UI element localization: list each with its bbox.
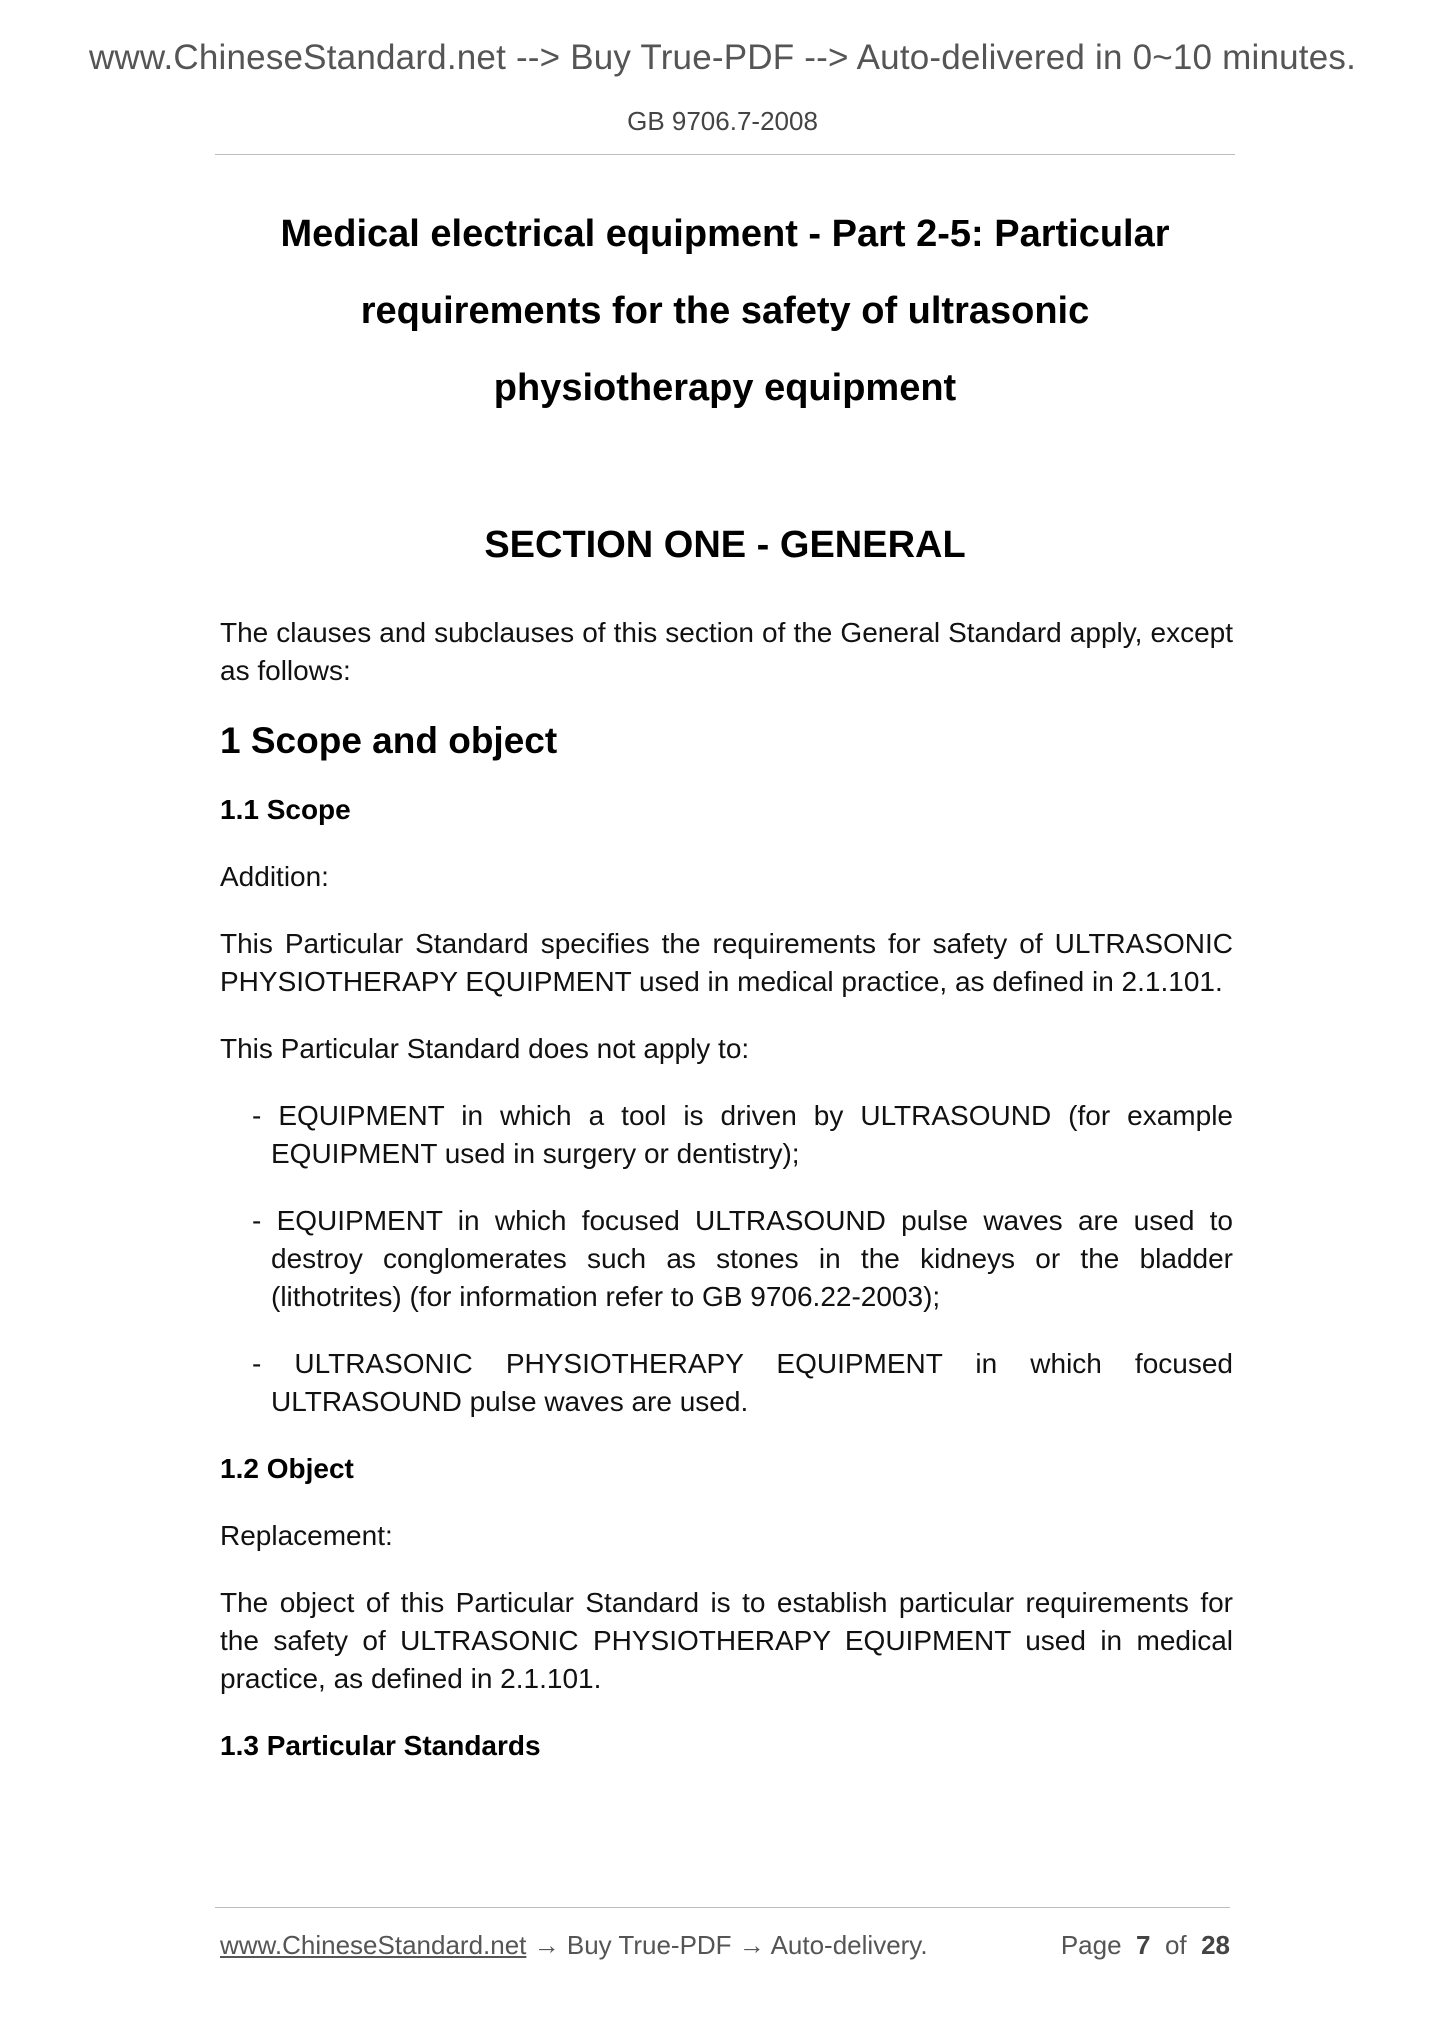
website-link[interactable]: www.ChineseStandard.net	[220, 1930, 527, 1960]
document-body	[220, 614, 1233, 1794]
document-title	[215, 196, 1235, 427]
subclause-1-2-heading: 1.2 Object	[220, 1453, 354, 1484]
total-pages: 28	[1201, 1930, 1230, 1960]
exclusion-item: - EQUIPMENT in which focused ULTRASOUND pulse waves are used to destroy conglomerates such as stones in the kidneys or the bladder (lithotrites) (for information refer to GB 9706.22-2003);	[252, 1205, 1233, 1312]
clause-1-heading: 1 Scope and object	[220, 720, 558, 761]
page-number: 7	[1136, 1930, 1151, 1960]
header-divider	[215, 154, 1235, 155]
intro-paragraph: The clauses and subclauses of this section of the General Standard apply, except as follows:	[220, 617, 1233, 686]
exclusion-item: - ULTRASONIC PHYSIOTHERAPY EQUIPMENT in which focused ULTRASOUND pulse waves are used.	[252, 1348, 1233, 1417]
subclause-1-1-heading: 1.1 Scope	[220, 794, 351, 825]
exclusion-item: - EQUIPMENT in which a tool is driven by ULTRASOUND (for example EQUIPMENT used in surgery or dentistry);	[252, 1100, 1233, 1169]
site-banner: www.ChineseStandard.net --> Buy True-PDF --> Auto-delivered in 0~10 minutes.	[88, 38, 1357, 77]
footer-promo	[220, 1930, 928, 1961]
page-footer	[220, 1930, 1230, 1970]
of-label: of	[1164, 1930, 1187, 1960]
footer-divider	[215, 1907, 1230, 1908]
title-line: physiotherapy equipment	[493, 367, 957, 409]
subclause-1-3-heading: 1.3 Particular Standards	[220, 1730, 541, 1761]
title-line: Medical electrical equipment - Part 2-5: Particular	[280, 213, 1170, 255]
document-code: GB 9706.7-2008	[627, 106, 818, 136]
page-label: Page	[1060, 1930, 1122, 1960]
exclusions-intro: This Particular Standard does not apply to:	[220, 1033, 750, 1064]
page-counter	[1061, 1930, 1230, 1961]
subclause-1-1-label: Addition:	[220, 861, 329, 892]
section-heading: SECTION ONE - GENERAL	[484, 524, 966, 566]
object-paragraph: The object of this Particular Standard is to establish particular requirements for the safety of ULTRASONIC PHYSIOTHERAPY EQUIPMENT used in medical practice, as defined in 2.1.101.	[220, 1587, 1233, 1694]
footer-promo-text: → Buy True-PDF → Auto-delivery.	[526, 1930, 928, 1960]
scope-paragraph: This Particular Standard specifies the requirements for safety of ULTRASONIC PHYSIOTHERAPY EQUIPMENT used in medical practice, as defined in 2.1.101.	[220, 928, 1233, 997]
subclause-1-2-label: Replacement:	[220, 1520, 393, 1551]
title-line: requirements for the safety of ultrasonic	[360, 290, 1090, 332]
